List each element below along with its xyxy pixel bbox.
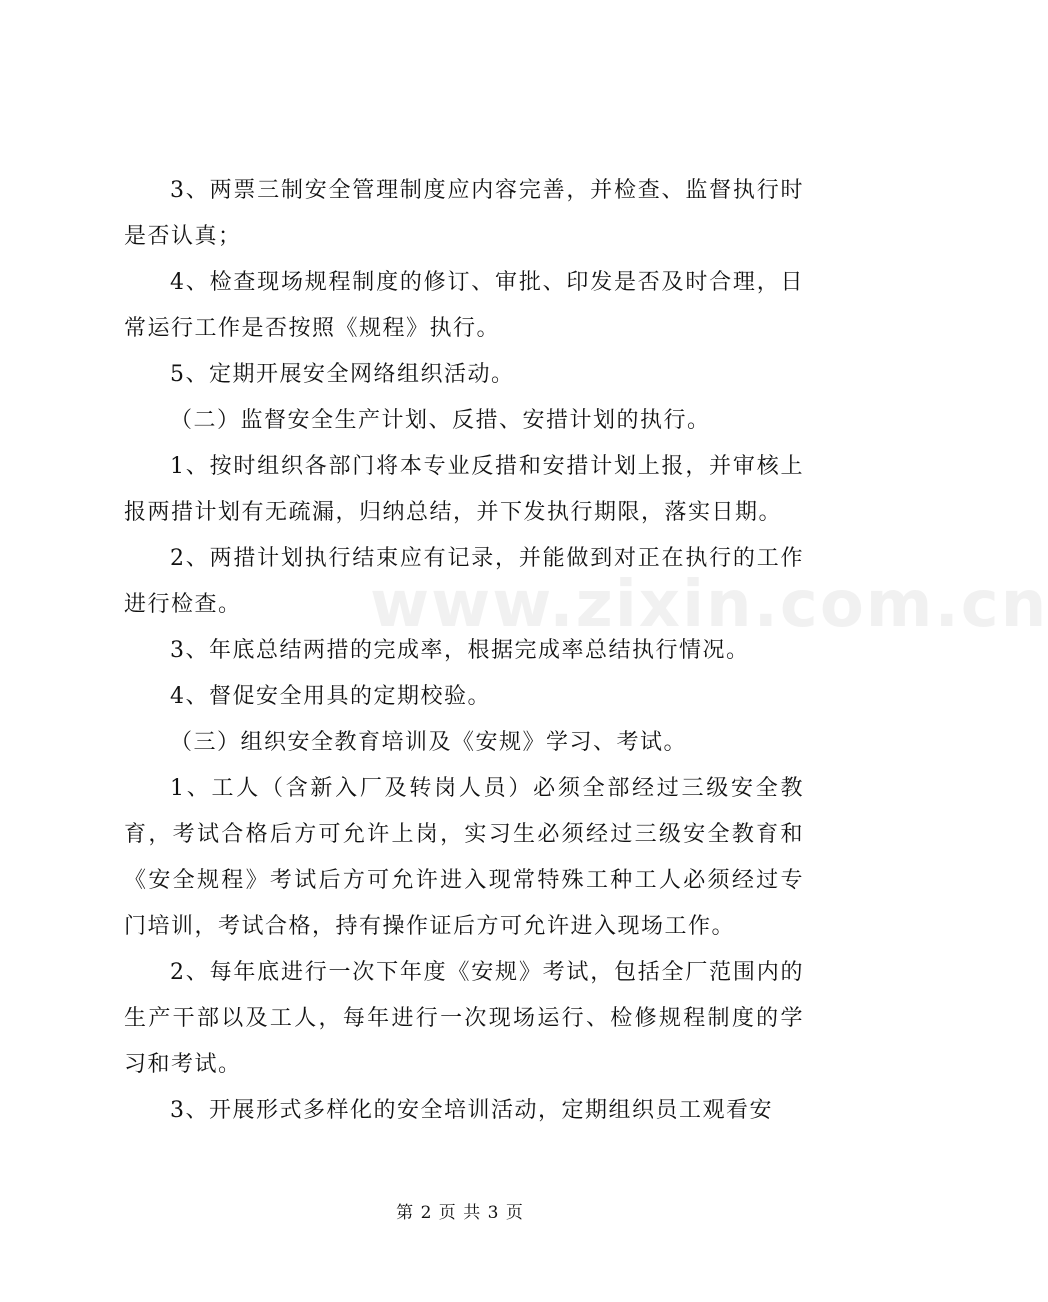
- watermark: www.zixin.com.cn: [370, 568, 1048, 642]
- page-footer: 第 2 页 共 3 页: [396, 1203, 524, 1223]
- paragraph-1: 3、两票三制安全管理制度应内容完善，并检查、监督执行时是否认真；: [124, 178, 804, 249]
- paragraph-2: 4、检查现场规程制度的修订、审批、印发是否及时合理，日常运行工作是否按照《规程》执行。: [124, 270, 804, 341]
- paragraph-5: 2、两措计划执行结束应有记录，并能做到对正在执行的工作进行检查。: [124, 546, 804, 617]
- paragraph-10: 3、开展形式多样化的安全培训活动，定期组织员工观看安: [170, 1098, 773, 1123]
- paragraph-3: 5、定期开展安全网络组织活动。: [170, 362, 515, 387]
- paragraph-6: 3、年底总结两措的完成率，根据完成率总结执行情况。: [170, 638, 750, 663]
- paragraph-9: 2、每年底进行一次下年度《安规》考试，包括全厂范围内的生产干部以及工人，每年进行一次现场运行、检修规程制度的学习和考试。: [124, 960, 804, 1077]
- paragraph-7: 4、督促安全用具的定期校验。: [170, 684, 491, 709]
- paragraph-4: 1、按时组织各部门将本专业反措和安措计划上报，并审核上报两措计划有无疏漏，归纳总结，并下发执行期限，落实日期。: [124, 454, 804, 525]
- document-body: [124, 168, 804, 1134]
- paragraph-8: 1、工人（含新入厂及转岗人员）必须全部经过三级安全教育，考试合格后方可允许上岗，实习生必须经过三级安全教育和《安全规程》考试后方可允许进入现常特殊工种工人必须经过专门培训，考试合格，持有操作证后方可允许进入现场工作。: [124, 776, 804, 939]
- section-heading-2: （二）监督安全生产计划、反措、安措计划的执行。: [170, 408, 711, 433]
- section-heading-3: （三）组织安全教育培训及《安规》学习、考试。: [170, 730, 688, 755]
